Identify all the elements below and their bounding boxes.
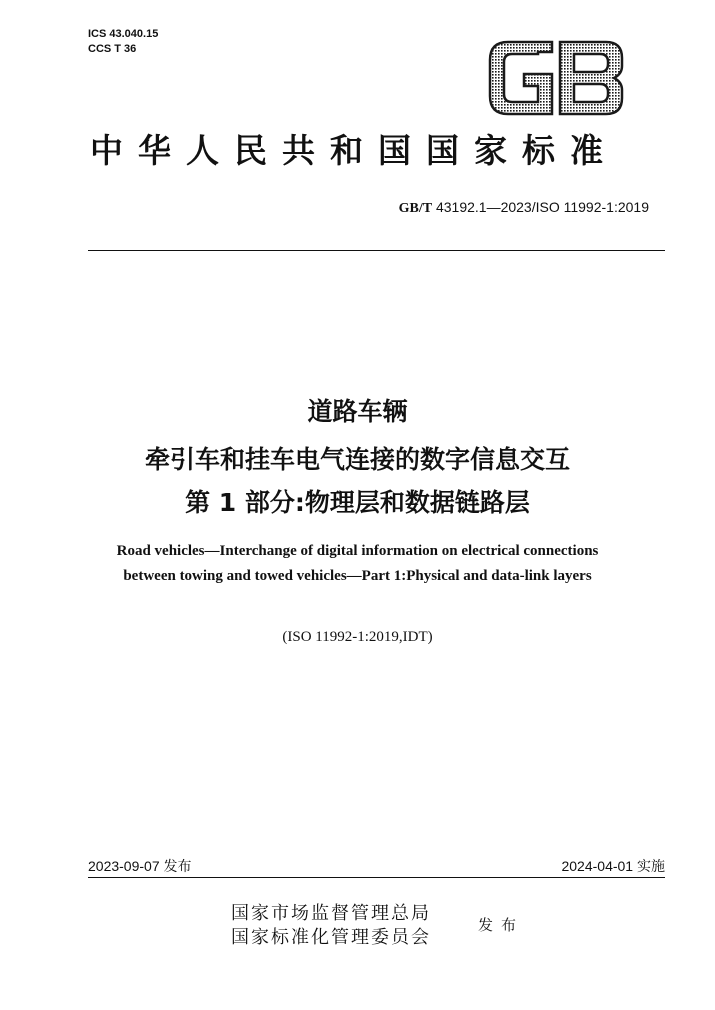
english-title-line-1: Road vehicles—Interchange of digital information on electrical connections xyxy=(116,543,599,559)
authority-line-1: 国家市场监督管理总局 xyxy=(231,903,431,924)
issued-label: 发布 xyxy=(478,916,525,934)
standard-number-prefix: GB/T xyxy=(398,201,433,216)
standard-number xyxy=(399,199,649,217)
iso-reference: (ISO 11992-1:2019,IDT) xyxy=(282,629,433,645)
gb-logo xyxy=(486,38,626,118)
issuing-authorities xyxy=(231,902,431,950)
issue-date: 2023-09-07 发布 xyxy=(88,858,192,874)
implementation-date: 2024-04-01 实施 xyxy=(561,858,665,874)
classification-codes xyxy=(88,27,158,57)
chinese-title-line-3: 第 1 部分:物理层和数据链路层 xyxy=(185,488,530,517)
ics-code: ICS 43.040.15 xyxy=(88,28,159,40)
chinese-title-line-1: 道路车辆 xyxy=(307,397,408,426)
standard-number-rest: 43192.1—2023/ISO 11992-1:2019 xyxy=(432,199,649,215)
bottom-divider xyxy=(88,877,665,878)
authority-line-2: 国家标准化管理委员会 xyxy=(231,927,431,948)
standard-title: 中华人民共和国国家标准 xyxy=(90,131,618,170)
english-title-line-2: between towing and towed vehicles—Part 1:Physical and data-link layers xyxy=(123,568,592,584)
chinese-title-line-2: 牵引车和挂车电气连接的数字信息交互 xyxy=(144,445,570,474)
top-divider xyxy=(88,250,665,251)
ccs-code: CCS T 36 xyxy=(88,43,137,55)
